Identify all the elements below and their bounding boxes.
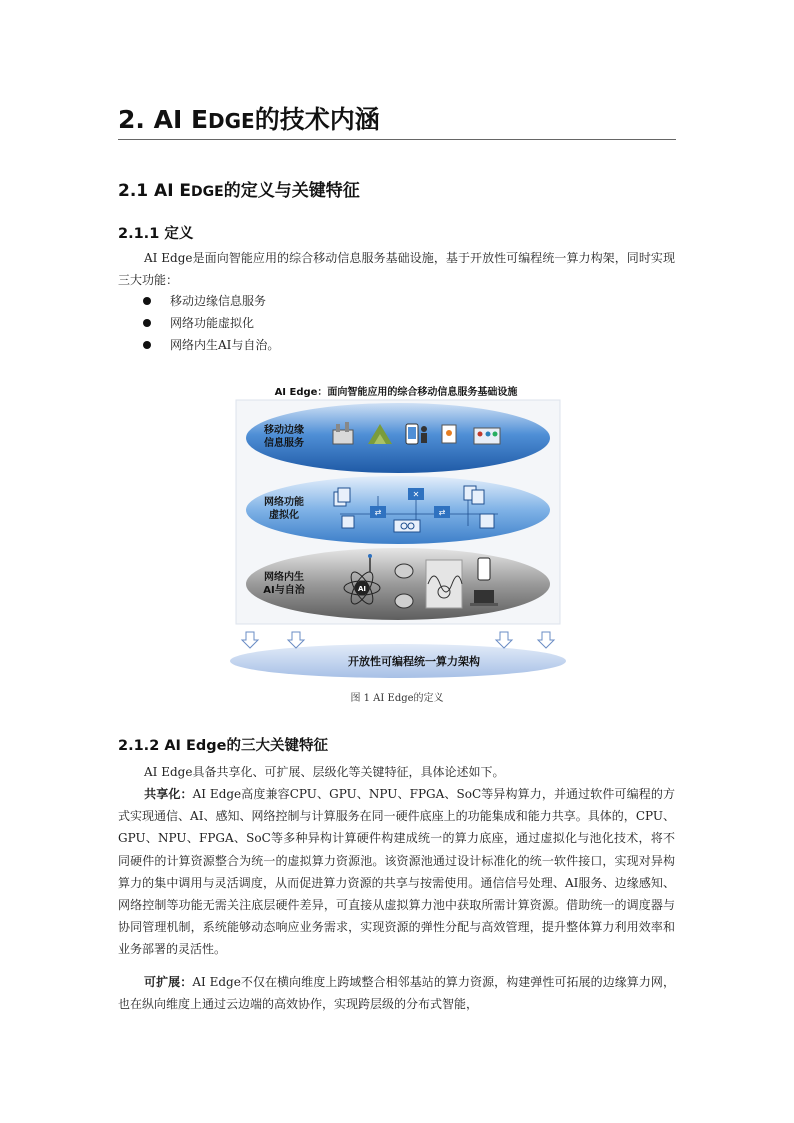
base-label: 开放性可编程统一算力架构 [348,655,480,668]
section-title: 2.1 AI EDGE的定义与关键特征 [118,181,360,201]
features-intro-paragraph: AI Edge具备共享化、可扩展、层级化等关键特征，具体论述如下。 [144,765,505,779]
scalability-label: 可扩展： [144,975,193,989]
layer2-label-line2: 虚拟化 [269,510,299,521]
mobile-phone-icon [406,424,418,444]
layer-network-function-virtualization [246,476,550,544]
office-people-icon [474,428,500,444]
ai-badge-text: AI [357,585,367,593]
list-item: 网络内生AI与自治。 [143,334,279,356]
sharing-paragraph: 共享化：AI Edge高度兼容CPU、GPU、NPU、FPGA、SoC等异构算力，并通过软件可编程的方式实现通信、AI、感知、网络控制与计算服务在同一硬件底座上的功能集成和能力共享。具体的，CPU、GPU、NPU、FPGA、SoC等多种异构计算硬件构建成统一的算力底座，通过虚拟化与池化技术，将不同硬件的计算资源整合为统一的虚拟算力资源池。该资源池通过设计标准化的统一软件接口，实现对异构算力的集中调用与灵活调度，从而促进算力资源的共享与按需使用。通信信号处理、AI服务、边缘感知、网络控制等功能无需关注底层硬件差异，可直接从虚拟算力池中获取所需计算资源。借助统一的调度器与协同管理机制，系统能够动态响应业务需求，实现资源的弹性分配与高效管理，提升整体算力利用效率和业务部署的灵活性。 [118,787,675,957]
svg-text:⇄: ⇄ [438,508,446,517]
bullet-icon [143,319,151,327]
layer-native-ai-autonomy [246,548,550,620]
list-item: 移动边缘信息服务 [143,290,279,312]
list-item: 网络功能虚拟化 [143,312,279,334]
virtual-link-icon [394,520,420,532]
layer1-label-line2: 信息服务 [264,438,304,449]
layer2-label-line1: 网络功能 [264,497,304,508]
bullet-icon [143,341,151,349]
person-icon [421,426,427,443]
sharing-label: 共享化： [144,787,193,801]
ai-edge-diagram [228,396,568,682]
switch-icon [408,488,424,500]
definition-paragraph: AI Edge是面向智能应用的综合移动信息服务基础设施，基于开放性可编程统一算力构架，同时实现三大功能： [118,251,675,288]
svg-text:⇄: ⇄ [374,508,382,517]
base-unified-compute-architecture [230,632,566,678]
layer3-label-line1: 网络内生 [264,572,304,583]
layer-mobile-edge-service [246,403,550,473]
layer3-label-line2: AI与自治 [263,585,305,596]
svg-text:✕: ✕ [412,490,420,499]
smartphone-icon [478,558,490,580]
subsection-title-features: 2.1.2 AI Edge的三大关键特征 [118,738,328,754]
figure-caption: 图 1 AI Edge的定义 [350,693,444,704]
medical-board-icon [442,425,456,443]
title-divider [118,139,676,140]
scalability-paragraph: 可扩展：AI Edge不仅在横向维度上跨域整合相邻基站的算力资源，构建弹性可拓展的边缘算力网，也在纵向维度上通过云边端的高效协作，实现跨层级的分布式智能， [118,975,675,1012]
bullet-icon [143,297,151,305]
waveform-icon [426,560,462,608]
router-icon-2 [434,506,450,518]
layer1-label-line1: 移动边缘 [264,425,304,436]
function-list [143,290,279,356]
subsection-title-definition: 2.1.1 定义 [118,226,194,242]
chapter-title: 2. AI EDGE的技术内涵 [118,105,380,134]
figure-title: AI Edge：面向智能应用的综合移动信息服务基础设施 [274,387,518,398]
router-icon [370,506,386,518]
laptop-icon [470,590,498,606]
